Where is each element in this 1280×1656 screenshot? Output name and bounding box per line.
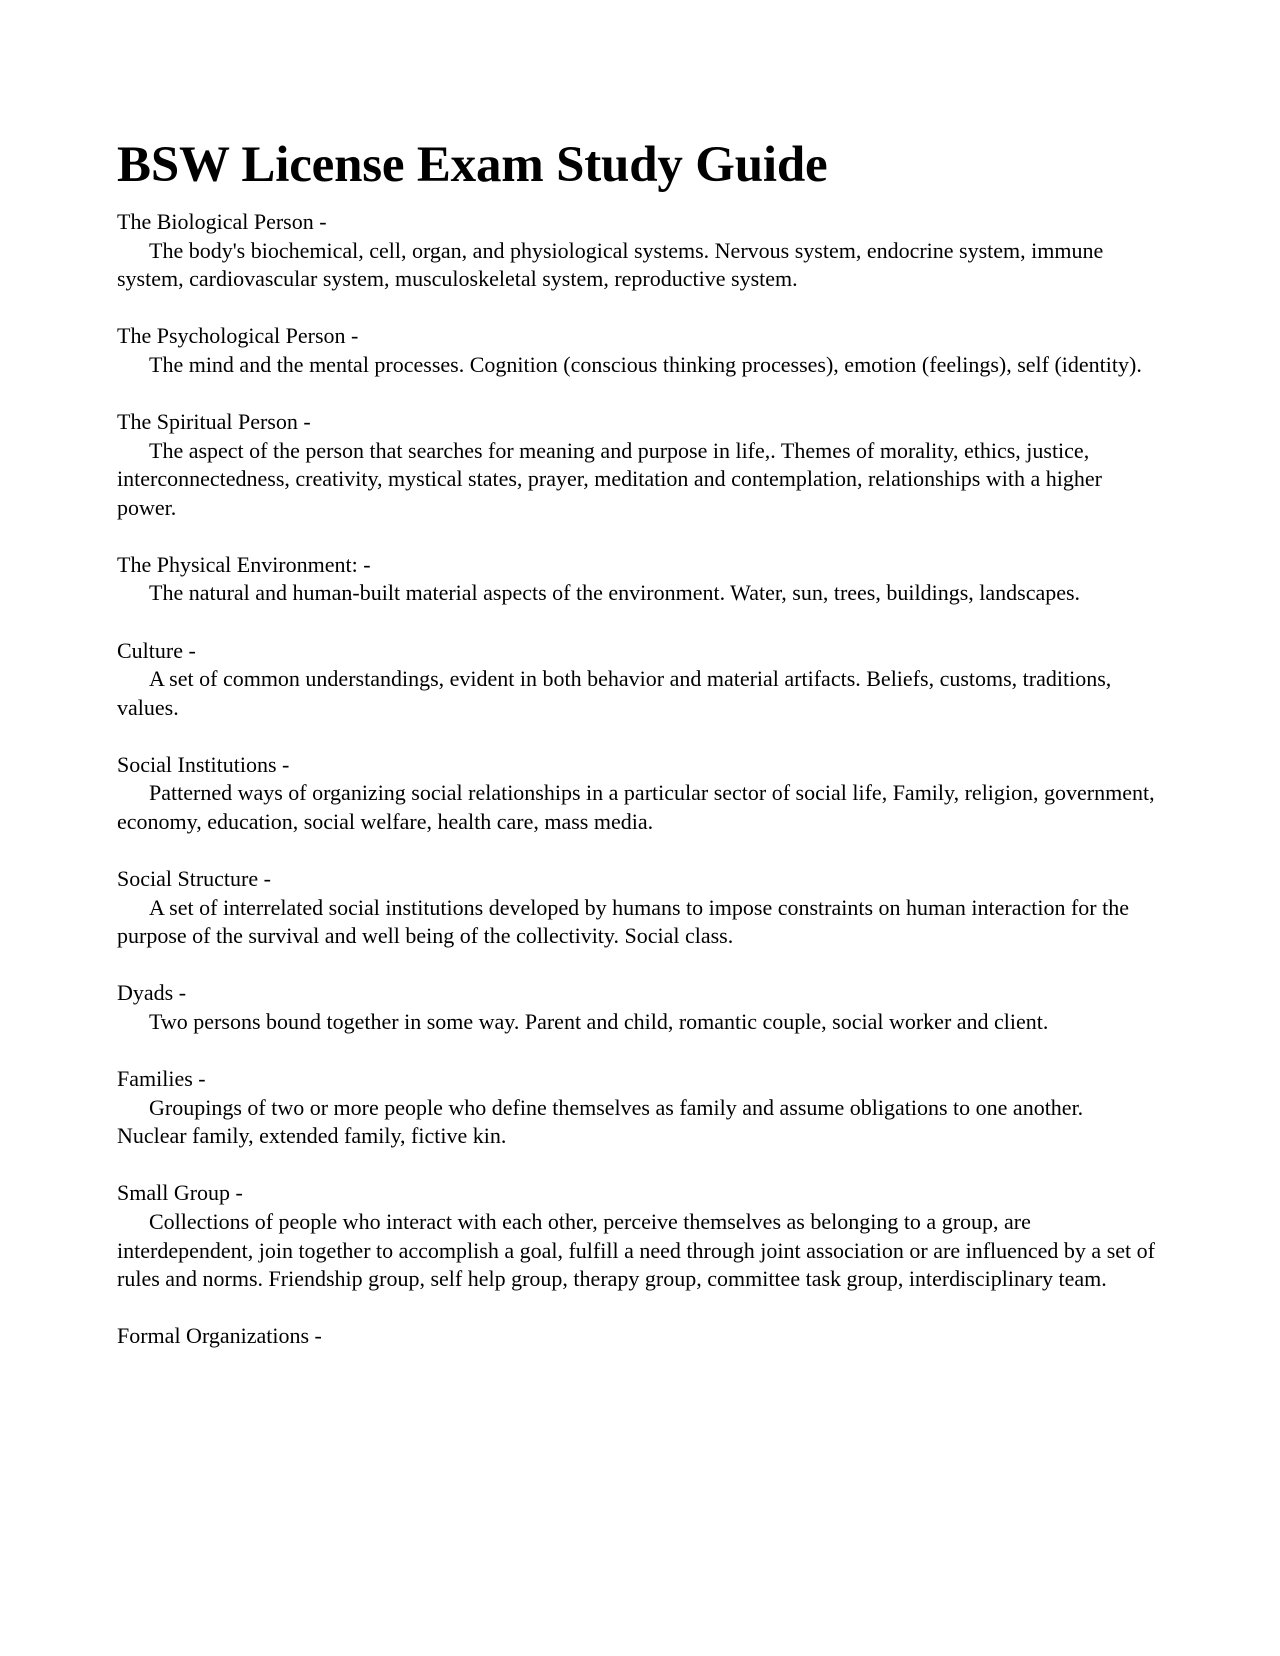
glossary-entry: [117, 408, 1157, 522]
glossary-entry: [117, 751, 1157, 837]
entry-term: Culture -: [117, 637, 196, 663]
entry-term: The Psychological Person -: [117, 323, 359, 349]
entry-term: Small Group -: [117, 1180, 243, 1206]
entry-definition: A set of common understandings, evident in both behavior and material artifacts. Beliefs, customs, traditions, values.: [117, 666, 1112, 720]
entry-definition: The body's biochemical, cell, organ, and physiological systems. Nervous system, endocrine system, immune system, cardiovascular system, musculoskeletal system, reproductive system.: [117, 237, 1104, 292]
entry-term: Dyads -: [117, 980, 187, 1006]
entry-definition: The mind and the mental processes. Cognition (conscious thinking processes), emotion (feelings), self (identity).: [149, 351, 1142, 377]
glossary-entry: [117, 1322, 1157, 1351]
entry-term: The Biological Person -: [117, 209, 327, 234]
glossary-entry: [117, 637, 1157, 723]
glossary-entry: [117, 322, 1157, 379]
document-title: BSW License Exam Study Guide: [117, 137, 828, 193]
glossary-entry: [117, 1065, 1157, 1151]
entry-definition: Patterned ways of organizing social relationships in a particular sector of social life, Family, religion, government, economy, education, social welfare, health care, mass media.: [117, 780, 1155, 834]
glossary-entry: [117, 865, 1157, 951]
entry-definition: The aspect of the person that searches for meaning and purpose in life,. Themes of morality, ethics, justice, interconnectedness, creativity, mystical states, prayer, meditation and contemplation, relationships with a higher power.: [117, 437, 1102, 520]
glossary-entry: [117, 551, 1157, 608]
glossary-entry: [117, 1179, 1157, 1293]
entry-definition: Two persons bound together in some way. Parent and child, romantic couple, social worker and client.: [149, 1008, 1049, 1034]
entry-term: Social Structure -: [117, 866, 271, 892]
entry-definition: Collections of people who interact with each other, perceive themselves as belonging to a group, are interdependent, join together to accomplish a goal, fulfill a need through joint association or are influenced by a set of rules and norms. Friendship group, self help group, therapy group, committee task group, interdisciplinary team.: [117, 1208, 1155, 1292]
glossary-entry: [117, 208, 1157, 294]
entry-term: Social Institutions -: [117, 751, 290, 777]
entry-definition: The natural and human-built material aspects of the environment. Water, sun, trees, buildings, landscapes.: [149, 580, 1081, 606]
glossary-entry: [117, 979, 1157, 1036]
entry-term: Formal Organizations -: [117, 1323, 322, 1349]
entry-term: Families -: [117, 1066, 206, 1092]
entry-term: The Spiritual Person -: [117, 408, 311, 434]
entry-definition: Groupings of two or more people who define themselves as family and assume obligations to one another. Nuclear family, extended family, fictive kin.: [117, 1094, 1084, 1149]
document-page: [117, 136, 1157, 1379]
entry-term: The Physical Environment: -: [117, 551, 371, 577]
entry-definition: A set of interrelated social institutions developed by humans to impose constraints on human interaction for the purpose of the survival and well being of the collectivity. Social class.: [117, 894, 1130, 949]
